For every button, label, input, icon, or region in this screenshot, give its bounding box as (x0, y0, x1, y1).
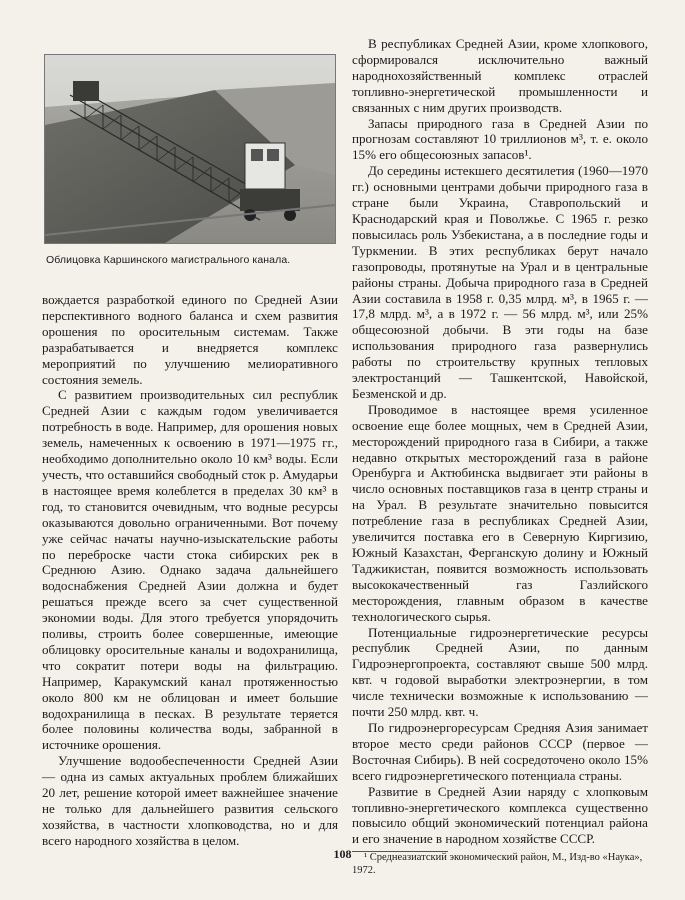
left-column (42, 36, 338, 849)
footnote-text: ¹ Среднеазиатский экономический район, М., Изд-во «Наука», 1972. (352, 852, 643, 876)
left-paragraph-2: С развитием производительных сил республик Средней Азии с каждым годом увеличивается потребность в воде. Например, для орошения новых земель, намеченных к освоению в 1971—1975 гг., необходимо дополнительно около 10 км³ воды. Если учесть, что оставшийся свободный сток р. Амударьи в настоящее время колеблется в пределах 30 км³ в год, то становится очевидным, что водные ресурсы оказываются довольно ограниченными. Вот почему уже сейчас начаты научно-изыскательские работы по переброске части стока сибирских рек в Среднюю Азию. Однако задача дальнейшего водоснабжения Средней Азии должна и будет решаться прежде всего за счет существенной экономии воды. Для этого требуется упорядочить поливы, строить более совершенные, имеющие облицовку оросительные каналы и водохранилища, что сократит потери воды на фильтрацию. Например, Каракумский канал протяженностью около 800 км не облицован и имеет большие водохранилища в песках. В результате теряется более половины количества воды, забранной в источнике орошения. (42, 387, 338, 753)
canal-photo (44, 54, 336, 244)
right-paragraph-1: В республиках Средней Азии, кроме хлопкового, сформировался исключительно важный народнохозяйственный комплекс отраслей топливно-энергетической промышленности и связанных с ним других производств. (352, 36, 648, 115)
page-number: 108 (333, 847, 352, 861)
right-paragraph-7: Развитие в Средней Азии наряду с хлопковым топливно-энергетического комплекса существенно повысило общий экономический потенциал района и его значение в народном хозяйстве СССР. (352, 783, 648, 847)
left-paragraph-3: Улучшение водообеспеченности Средней Азии — одна из самых актуальных проблем ближайших 20 лет, решение которой имеет важнейшее значение не только для дальнейшего развития сельского хозяйства, в частности хлопководства, но и для всего народного хозяйства в целом. (42, 753, 338, 848)
right-paragraph-4: Проводимое в настоящее время усиленное освоение еще более мощных, чем в Средней Азии, месторождений природного газа в Сибири, а также недавно открытых месторождений газа в районе Оренбурга и Актюбинска выдвигает эти районы в число основных поставщиков газа в центр страны и на Урал. В результате значительно повысится потребление газа в республиках Средней Азии, увеличится поставка его в Северную Киргизию, Южный Казахстан, Ферганскую долину и Южный Таджикистан, появится возможность использовать высококачественный газ Газлийского месторождения, главным образом в качестве технологического сырья. (352, 401, 648, 624)
right-column (352, 36, 648, 877)
right-paragraph-3: До середины истекшего десятилетия (1960—1970 гг.) основными центрами добычи природного газа в стране были Украина, Ставропольский и Краснодарский края и Поволжье. С 1965 г. резко повысилась роль Узбекистана, а в последние годы и Туркмении. В этих республиках берут начало газопроводы, протянутые на Урал и в центральные районы страны. Добыча природного газа в Средней Азии составила в 1958 г. 0,35 млрд. м³, в 1965 г. — 17,8 млрд. м³, а в 1972 г. — 56 млрд. м³, или 25% общесоюзной добычи. В эти годы на базе использования природного газа развернулись работы по строительству крупных тепловых электростанций — Ташкентской, Навойской, Безменской и др. (352, 163, 648, 401)
canal-lining-machine-image (45, 55, 335, 243)
right-paragraph-6: По гидроэнергоресурсам Средняя Азия занимает второе место среди районов СССР (первое — Восточная Сибирь). В ней сосредоточено около 15% всего гидроэнергетического потенциала страны. (352, 719, 648, 783)
figure-caption: Облицовка Каршинского магистрального канала. (46, 254, 291, 266)
right-paragraph-5: Потенциальные гидроэнергетические ресурсы республик Средней Азии, по данным Гидроэнергопроекта, составляют свыше 500 млрд. квт. ч годовой выработки электроэнергии, в том числе технически возможные к использованию — почти 250 млрд. квт. ч. (352, 624, 648, 720)
right-paragraph-2: Запасы природного газа в Средней Азии по прогнозам составляют 10 триллионов м³, т. е. около 15% его общесоюзных запасов¹. (352, 115, 648, 163)
left-paragraph-1: вождается разработкой единого по Средней Азии перспективного водного баланса и схем развития орошения по оросительным системам. Также разрабатывается и внедряется комплекс мероприятий по улучшению мелиоративного состояния земель. (42, 292, 338, 387)
